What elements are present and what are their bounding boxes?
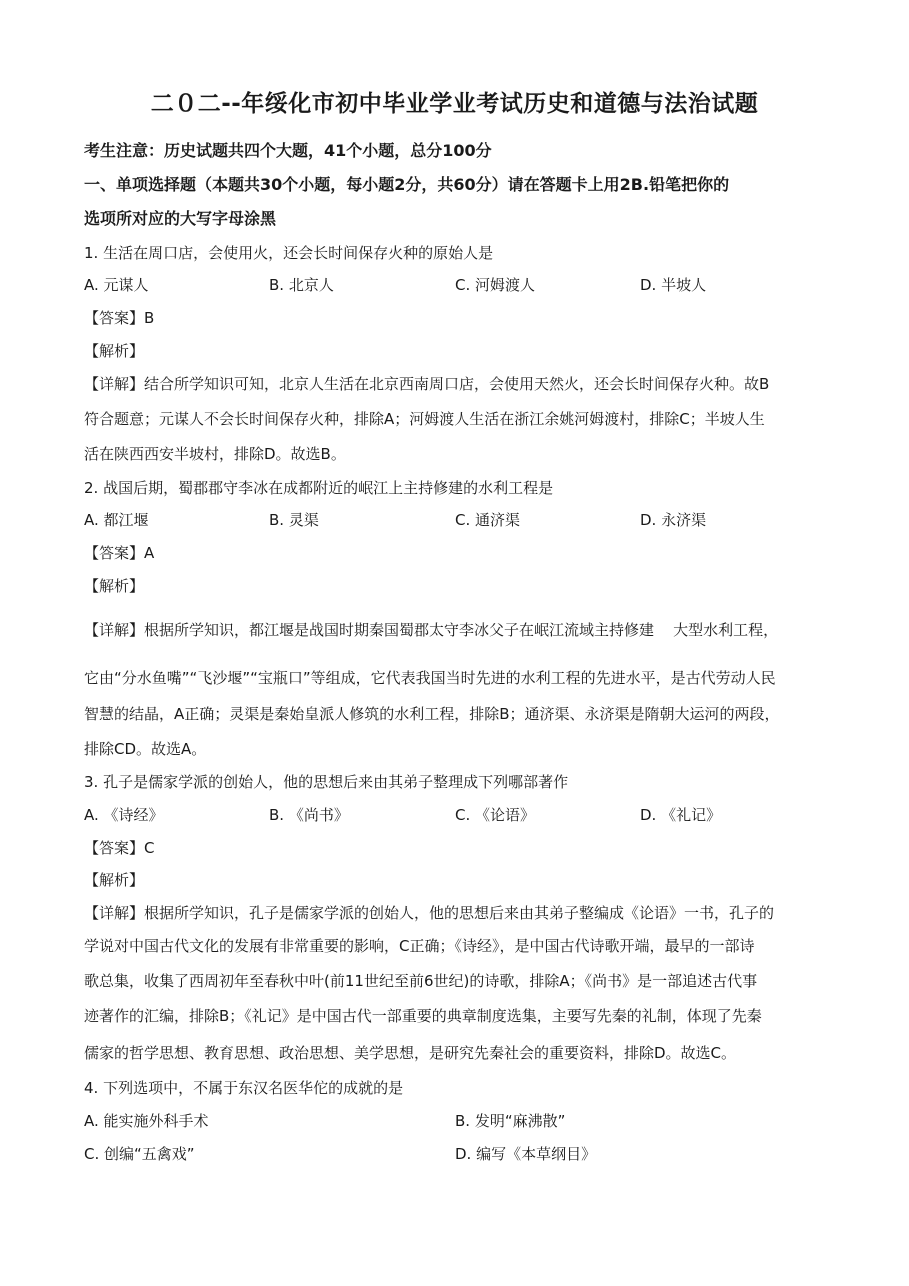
question-1-detail-line: 符合题意；元谋人不会长时间保存火种，排除A；河姆渡人生活在浙江余姚河姆渡村，排除C；半坡人生 <box>84 410 765 428</box>
question-3-detail-line: 学说对中国古代文化的发展有非常重要的影响，C正确；《诗经》，是中国古代诗歌开端，最早的一部诗 <box>84 937 755 955</box>
question-2-detail-line: 它由“分水鱼嘴”“飞沙堰”“宝瓶口”等组成，它代表我国当时先进的水利工程的先进水平，是古代劳动人民 <box>84 669 776 687</box>
question-2-option-a: A. 都江堰 <box>84 511 149 529</box>
question-3-analysis-label: 【解析】 <box>84 871 145 889</box>
question-2-detail-line: 【详解】根据所学知识，都江堰是战国时期秦国蜀郡太守李冰父子在岷江流域主持修建 大型水利工程， <box>84 621 779 639</box>
question-4-option-a: A. 能实施外科手术 <box>84 1112 209 1130</box>
question-1-detail-line: 【详解】结合所学知识可知，北京人生活在北京西南周口店，会使用天然火，还会长时间保存火种。故B <box>84 375 770 393</box>
question-2-option-c: C. 通济渠 <box>455 511 521 529</box>
question-4-stem: 4. 下列选项中，不属于东汉名医华佗的成就的是 <box>84 1079 404 1097</box>
question-3-option-d: D. 《礼记》 <box>640 806 722 824</box>
question-1-option-a: A. 元谋人 <box>84 276 149 294</box>
section-heading-line1: 一、单项选择题（本题共30个小题，每小题2分，共60分）请在答题卡上用2B.铅笔把你的 <box>84 175 730 194</box>
question-4-option-b: B. 发明“麻沸散” <box>455 1112 566 1130</box>
question-3-detail-line: 歌总集，收集了西周初年至春秋中叶(前11世纪至前6世纪)的诗歌，排除A；《尚书》是一部追述古代事 <box>84 972 758 990</box>
question-1-option-d: D. 半坡人 <box>640 276 707 294</box>
question-1-analysis-label: 【解析】 <box>84 342 145 360</box>
question-1-answer: 【答案】B <box>84 309 155 327</box>
question-3-detail-line: 【详解】根据所学知识，孔子是儒家学派的创始人，他的思想后来由其弟子整编成《论语》一书，孔子的 <box>84 904 775 922</box>
question-2-answer: 【答案】A <box>84 544 155 562</box>
page-title: 二０二--年绥化市初中毕业学业考试历史和道德与法治试题 <box>150 91 759 117</box>
question-2-detail-line: 智慧的结晶，A正确；灵渠是秦始皇派人修筑的水利工程，排除B；通济渠、永济渠是隋朝大运河的两段， <box>84 705 780 723</box>
question-2-option-b: B. 灵渠 <box>269 511 319 529</box>
question-2-analysis-label: 【解析】 <box>84 577 145 595</box>
question-3-answer: 【答案】C <box>84 839 155 857</box>
question-1-option-b: B. 北京人 <box>269 276 334 294</box>
question-1-stem: 1. 生活在周口店，会使用火，还会长时间保存火种的原始人是 <box>84 244 494 262</box>
question-2-stem: 2. 战国后期，蜀郡郡守李冰在成都附近的岷江上主持修建的水利工程是 <box>84 479 554 497</box>
question-2-detail-line: 排除CD。故选A。 <box>84 740 207 758</box>
question-3-stem: 3. 孔子是儒家学派的创始人，他的思想后来由其弟子整理成下列哪部著作 <box>84 773 569 791</box>
question-3-option-a: A. 《诗经》 <box>84 806 164 824</box>
exam-notice: 考生注意：历史试题共四个大题，41个小题，总分100分 <box>84 141 492 160</box>
question-1-detail-line: 活在陕西西安半坡村，排除D。故选B。 <box>84 445 346 463</box>
question-3-option-b: B. 《尚书》 <box>269 806 349 824</box>
question-3-option-c: C. 《论语》 <box>455 806 536 824</box>
question-3-detail-line: 儒家的哲学思想、教育思想、政治思想、美学思想，是研究先秦社会的重要资料，排除D。故选C。 <box>84 1044 737 1062</box>
question-1-option-c: C. 河姆渡人 <box>455 276 536 294</box>
question-4-option-d: D. 编写《本草纲目》 <box>455 1145 597 1163</box>
section-heading-line2: 选项所对应的大写字母涂黑 <box>84 209 277 228</box>
question-3-detail-line: 迹著作的汇编，排除B；《礼记》是中国古代一部重要的典章制度选集，主要写先秦的礼制，体现了先秦 <box>84 1007 762 1025</box>
question-2-option-d: D. 永济渠 <box>640 511 707 529</box>
question-4-option-c: C. 创编“五禽戏” <box>84 1145 195 1163</box>
